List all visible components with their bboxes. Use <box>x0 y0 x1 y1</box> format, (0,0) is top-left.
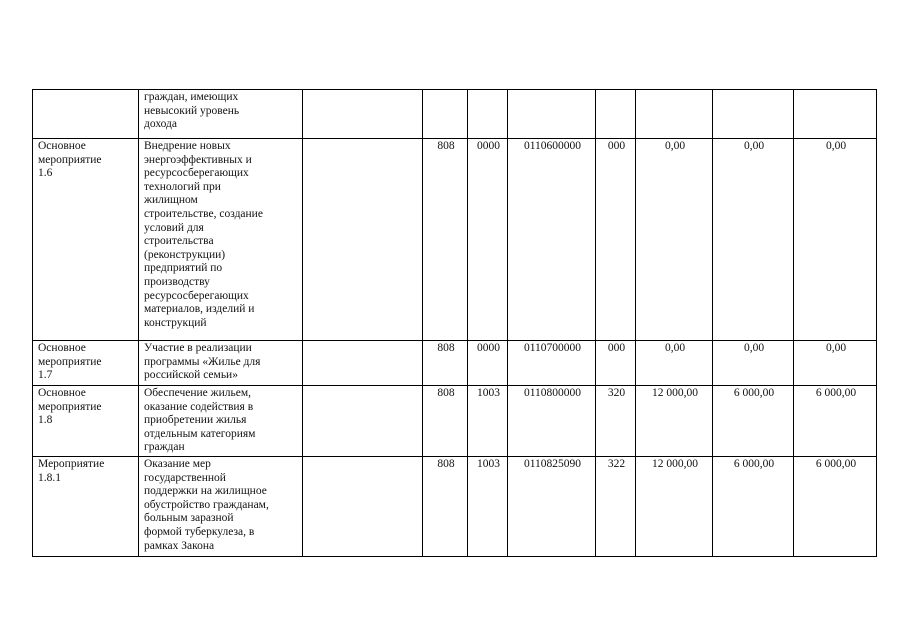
activity-name-cell: Основное мероприятие 1.6 <box>33 139 139 341</box>
activity-name-cell: Основное мероприятие 1.8 <box>33 386 139 457</box>
activity-name-cell: Мероприятие 1.8.1 <box>33 457 139 557</box>
table-row <box>33 386 877 457</box>
section-code-cell: 1003 <box>468 386 508 457</box>
target-article-cell: 0110825090 <box>508 457 596 557</box>
expense-type-cell: 000 <box>596 341 636 386</box>
activity-description-cell: Обеспечение жильем, оказание содействия в приобретении жилья отдельным категориям граждан <box>139 386 303 457</box>
target-article-cell: 0110700000 <box>508 341 596 386</box>
grbs-code-cell: 808 <box>423 139 468 341</box>
executor-cell <box>303 386 423 457</box>
amount-year3-cell: 6 000,00 <box>794 386 877 457</box>
expense-type-cell: 322 <box>596 457 636 557</box>
amount-year2-cell <box>713 90 794 139</box>
amount-year2-cell: 0,00 <box>713 341 794 386</box>
table-row <box>33 457 877 557</box>
amount-year1-cell <box>636 90 713 139</box>
amount-year2-cell: 6 000,00 <box>713 457 794 557</box>
expense-type-cell: 000 <box>596 139 636 341</box>
expense-type-cell: 320 <box>596 386 636 457</box>
executor-cell <box>303 139 423 341</box>
amount-year3-cell <box>794 90 877 139</box>
amount-year3-cell: 0,00 <box>794 139 877 341</box>
amount-year1-cell: 12 000,00 <box>636 386 713 457</box>
amount-year2-cell: 0,00 <box>713 139 794 341</box>
amount-year2-cell: 6 000,00 <box>713 386 794 457</box>
section-code-cell: 1003 <box>468 457 508 557</box>
amount-year3-cell: 6 000,00 <box>794 457 877 557</box>
activity-description-cell: граждан, имеющих невысокий уровень дохода <box>139 90 303 139</box>
executor-cell <box>303 341 423 386</box>
program-activities-table <box>32 89 877 557</box>
activity-name-cell <box>33 90 139 139</box>
grbs-code-cell: 808 <box>423 341 468 386</box>
section-code-cell <box>468 90 508 139</box>
table-row <box>33 139 877 341</box>
executor-cell <box>303 457 423 557</box>
activity-description-cell: Оказание мер государственной поддержки на жилищное обустройство гражданам, больным заразной формой туберкулеза, в рамках Закона <box>139 457 303 557</box>
activity-name-cell: Основное мероприятие 1.7 <box>33 341 139 386</box>
executor-cell <box>303 90 423 139</box>
amount-year1-cell: 0,00 <box>636 139 713 341</box>
table-row <box>33 90 877 139</box>
amount-year1-cell: 12 000,00 <box>636 457 713 557</box>
grbs-code-cell <box>423 90 468 139</box>
grbs-code-cell: 808 <box>423 457 468 557</box>
target-article-cell: 0110600000 <box>508 139 596 341</box>
activity-description-cell: Внедрение новых энергоэффективных и ресурсосберегающих технологий при жилищном строительстве, создание условий для строительства (реконструкции) предприятий по производству ресурсосберегающих материалов, изделий и конструкций <box>139 139 303 341</box>
amount-year3-cell: 0,00 <box>794 341 877 386</box>
expense-type-cell <box>596 90 636 139</box>
table-row <box>33 341 877 386</box>
target-article-cell: 0110800000 <box>508 386 596 457</box>
grbs-code-cell: 808 <box>423 386 468 457</box>
section-code-cell: 0000 <box>468 341 508 386</box>
section-code-cell: 0000 <box>468 139 508 341</box>
activity-description-cell: Участие в реализации программы «Жилье для российской семьи» <box>139 341 303 386</box>
target-article-cell <box>508 90 596 139</box>
amount-year1-cell: 0,00 <box>636 341 713 386</box>
